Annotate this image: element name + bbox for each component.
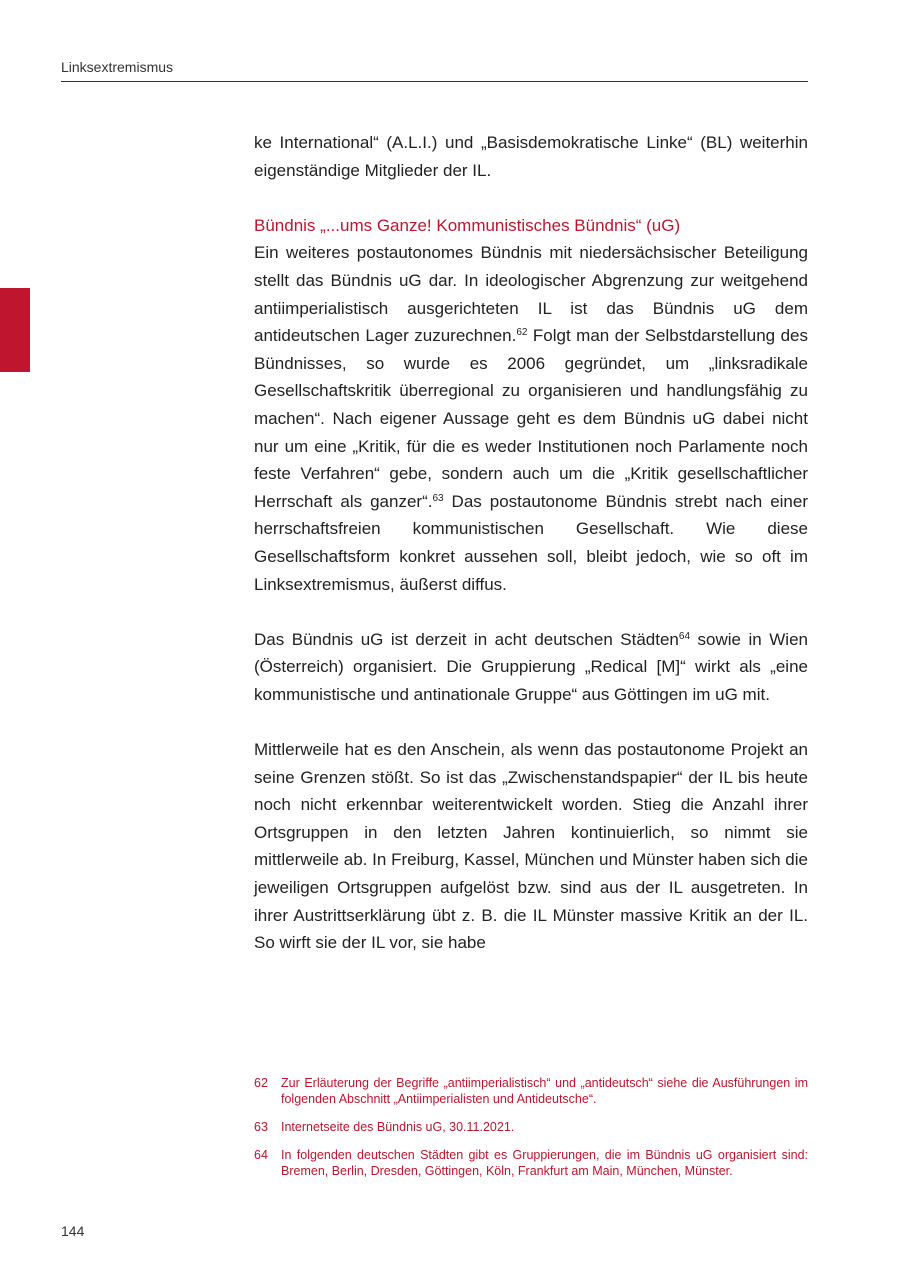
paragraph-text: Ein weiteres postautonomes Bündnis mit niedersächsischer Beteiligung stellt das Bündnis uG dar. In ideologischer Abgrenzung zur weitgehend antiimperialistisch ausgerichteten IL ist das Bündnis uG dem antideutschen Lager zuzurechnen. (254, 243, 808, 346)
body-text (254, 129, 808, 957)
footnote-number: 63 (254, 1120, 268, 1134)
paragraph-ug-intro (254, 239, 808, 598)
paragraph-text: sowie in Wien (Österreich) organisiert. Die Gruppierung „Redical [M]“ wirkt als „eine kommunistische und antinationale Gruppe“ aus Göttingen im uG mit. (254, 629, 808, 704)
paragraph-ug-cities (254, 626, 808, 709)
paragraph-postautonomous-limits: Mittlerweile hat es den Anschein, als wenn das postautonome Projekt an seine Grenzen stößt. So ist das „Zwischenstandspapier“ der IL bis heute noch nicht erkennbar weiterentwickelt worden. Stieg die Anzahl ihrer Ortsgruppen in den letzten Jahren kontinuierlich, so nimmt sie mittlerweile ab. In Freiburg, Kassel, München und Münster haben sich die jeweiligen Ortsgruppen aufgelöst bzw. sind aus der IL ausgetreten. In ihrer Austrittserklärung übt z. B. die IL Münster massive Kritik an der IL. So wirft sie der IL vor, sie habe (254, 740, 808, 953)
footnote-item (254, 1075, 808, 1107)
paragraph-text: Das postautonome Bündnis strebt nach einer herrschaftsfreien kommunistischen Gesellschaft. Wie diese Gesellschaftsform konkret aussehen soll, bleibt jedoch, wie so oft im Linksextremismus, äußerst diffus. (254, 491, 808, 594)
footnote-reference[interactable]: 64 (678, 630, 691, 642)
running-header: Linksextremismus (61, 59, 174, 75)
footnote-text: In folgenden deutschen Städten gibt es Gruppierungen, die im Bündnis uG organisiert sind: Bremen, Berlin, Dresden, Göttingen, Köln, Frankfurt am Main, München, Münster. (281, 1148, 808, 1178)
footnote-item (254, 1147, 808, 1179)
paragraph-continuation: ke International“ (A.L.I.) und „Basisdemokratische Linke“ (BL) weiterhin eigenständige Mitglieder der IL. (254, 133, 808, 180)
page-number: 144 (61, 1223, 85, 1239)
paragraph-text: Das Bündnis uG ist derzeit in acht deutschen Städten (254, 629, 679, 649)
footnotes (254, 1075, 808, 1191)
footnote-number: 62 (254, 1076, 268, 1090)
footnote-item (254, 1119, 808, 1135)
footnote-text: Internetseite des Bündnis uG, 30.11.2021. (281, 1120, 515, 1134)
paragraph-text: Folgt man der Selbstdarstellung des Bündnisses, so wurde es 2006 gegründet, um „linksradikale Gesellschaftskritik überregional zu organisieren und handlungsfähig zu machen“. Nach eigener Aussage geht es dem Bündnis uG dabei nicht nur um eine „Kritik, für die es weder Institutionen noch Parlamente noch feste Verfahren“ gebe, sondern auch um die „Kritik gesellschaftlicher Herrschaft als ganzer“. (254, 326, 808, 511)
footnote-reference[interactable]: 63 (432, 492, 444, 504)
footnote-text: Zur Erläuterung der Begriffe „antiimperialistisch“ und „antideutsch“ siehe die Ausführungen im folgenden Abschnitt „Antiimperialisten und Antideutsche“. (281, 1076, 808, 1106)
chapter-tab-marker (0, 288, 30, 372)
section-heading: Bündnis „...ums Ganze! Kommunistisches Bündnis“ (uG) (254, 215, 681, 235)
footnote-reference[interactable]: 62 (516, 327, 528, 339)
header-rule (61, 81, 808, 82)
footnote-number: 64 (254, 1148, 268, 1162)
